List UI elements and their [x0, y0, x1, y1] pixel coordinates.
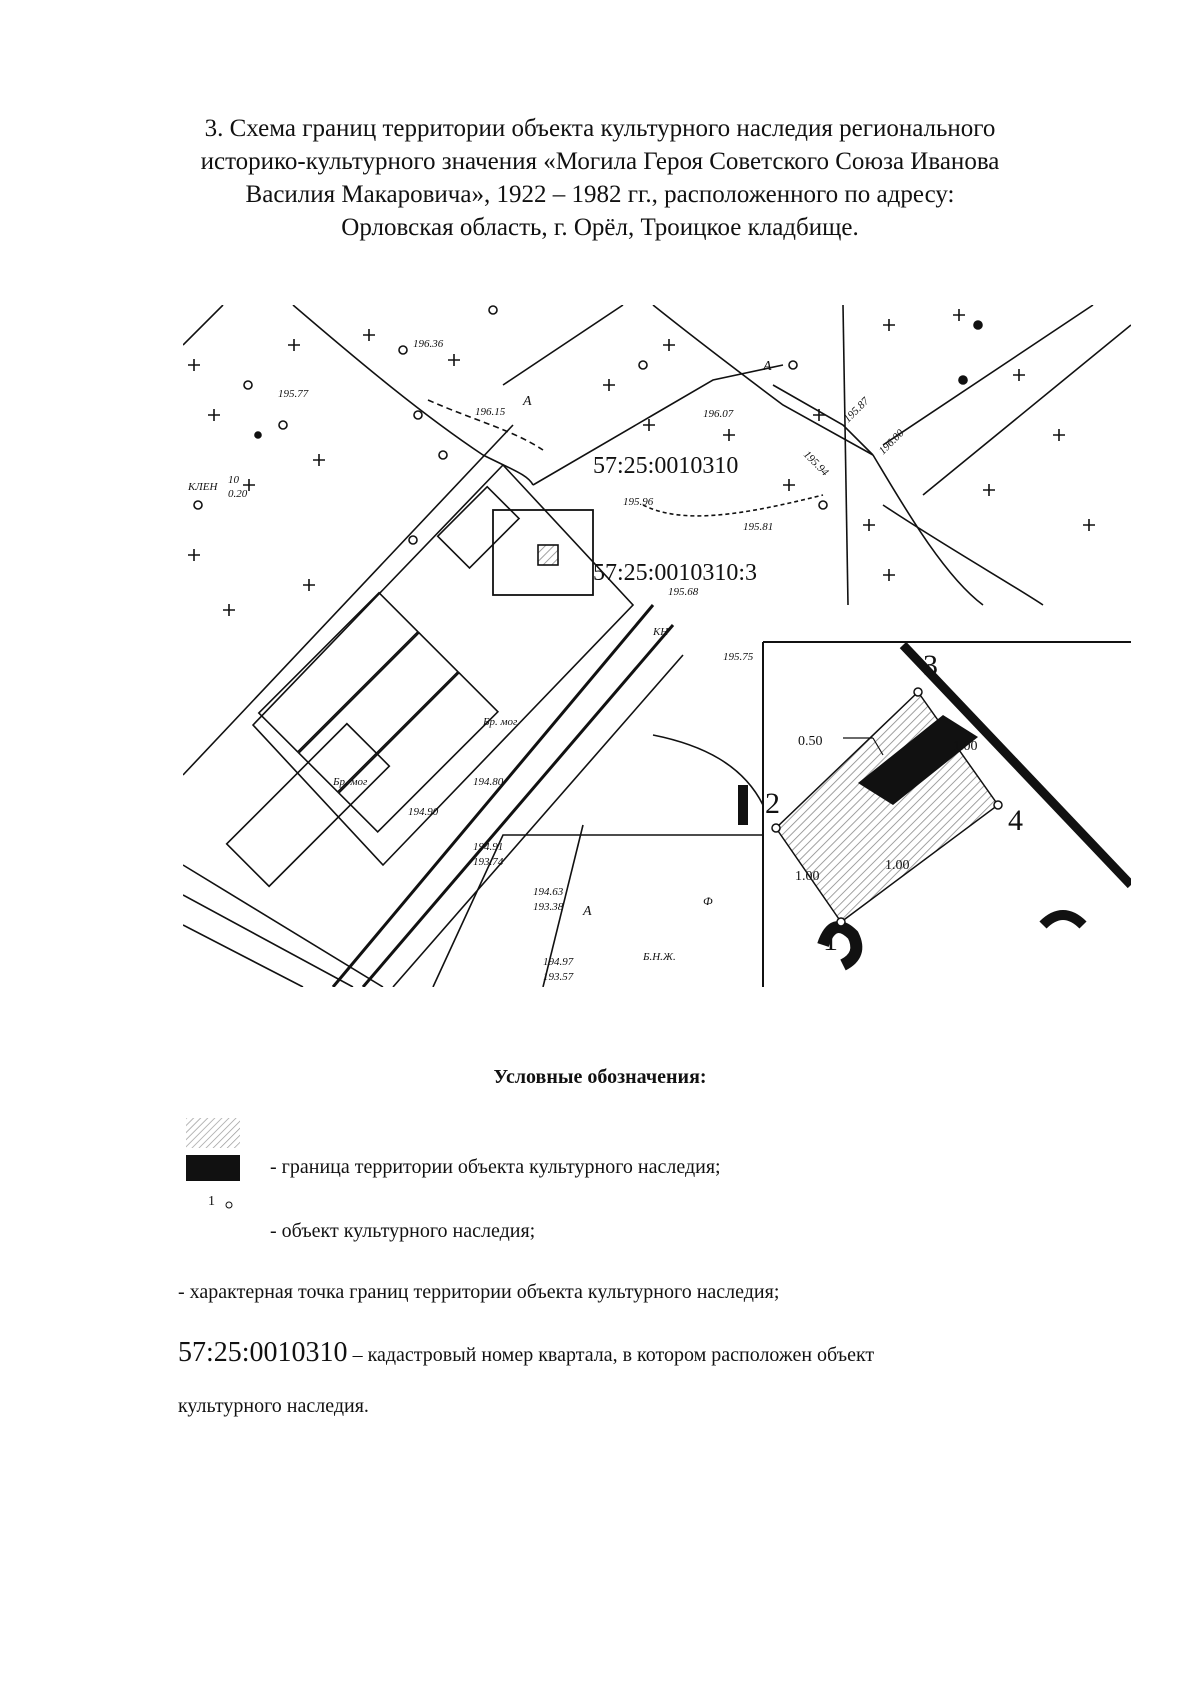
elevation-label: 195.81 [743, 521, 774, 533]
map-marker: Ф [703, 894, 713, 908]
boundary-point-icon [837, 918, 845, 926]
keln-label: КЛЕН [188, 481, 218, 493]
title-line-4: Орловская область, г. Орёл, Троицкое кладбище. [341, 214, 859, 241]
legend-item-boundary: - граница территории объекта культурного наследия; [270, 1156, 721, 1178]
point-label-4: 4 [1008, 804, 1023, 837]
elevation-label: 194.97 [543, 956, 574, 968]
elevation-label: 194.91 [473, 841, 504, 853]
base-map [183, 305, 1131, 987]
legend-point-icon [224, 1200, 234, 1210]
elevation-label: 194.80 [473, 776, 504, 788]
legend-cadastral-desc: – кадастровый номер квартала, в котором расположен объект [352, 1344, 875, 1366]
legend-item-point: - характерная точка границ территории объекта культурного наследия; [178, 1281, 780, 1303]
elevation-label: 195.77 [278, 388, 309, 400]
legend-title: Условные обозначения: [493, 1066, 707, 1088]
boundary-point-icon [772, 824, 780, 832]
elevation-label: 193.38 [533, 901, 564, 913]
boundary-point-icon [914, 688, 922, 696]
title-line-3: Василия Макаровича», 1922 – 1982 гг., расположенного по адресу: [245, 181, 955, 208]
point-label-3: 3 [923, 649, 938, 682]
dimension-label: 1.00 [885, 858, 910, 873]
elevation-label: 196.15 [475, 406, 506, 418]
legend-hatch-swatch [186, 1118, 240, 1148]
elevation-label: 196.00 [876, 427, 907, 458]
point-label-2: 2 [765, 787, 780, 820]
boundary-point-icon [994, 801, 1002, 809]
dimension-label: 0.50 [798, 734, 823, 749]
elevation-label: 195.68 [668, 586, 699, 598]
keln-label: 0.20 [228, 488, 248, 500]
elevation-label: 194.90 [408, 806, 439, 818]
dimension-label: 1.00 [795, 869, 820, 884]
map-marker: КН [653, 626, 669, 638]
legend-point-sample-label: 1 [208, 1194, 215, 1209]
elevation-label: 193.57 [543, 971, 574, 983]
quarter-label: 57:25:0010310 [593, 453, 739, 479]
legend-object-swatch [186, 1155, 240, 1181]
elevation-label: 196.07 [703, 408, 734, 420]
map-marker: А [763, 359, 772, 374]
dimension-label: 1.00 [953, 739, 978, 754]
elevation-label: 195.87 [841, 395, 872, 426]
map-marker: Бр. мог [483, 716, 518, 728]
elevation-label: 196.36 [413, 338, 444, 350]
parcel-label: 57:25:0010310:3 [593, 560, 758, 586]
elevation-label: 195.96 [623, 496, 654, 508]
map-marker: Бр. мог [333, 776, 368, 788]
elevation-label: 195.94 [800, 448, 831, 479]
legend-cadastral-number: 57:25:0010310 [178, 1337, 348, 1368]
legend-cadastral-desc-2: культурного наследия. [178, 1395, 369, 1417]
title-line-2: историко-культурного значения «Могила Героя Советского Союза Иванова [200, 148, 1000, 175]
elevation-label: 194.63 [533, 886, 564, 898]
legend-item-object: - объект культурного наследия; [270, 1220, 536, 1242]
elevation-label: 193.74 [473, 856, 504, 868]
page-title [140, 112, 1060, 244]
point-label-1: 1 [823, 924, 838, 957]
map-marker: А [583, 904, 592, 919]
keln-label: 10 [228, 474, 239, 486]
map-marker: А [523, 394, 532, 409]
legend-cadastral-line [178, 1337, 874, 1369]
map-marker: Б.Н.Ж. [643, 951, 676, 963]
elevation-label: 195.75 [723, 651, 754, 663]
title-line-1: 3. Схема границ территории объекта культурного наследия регионального [204, 115, 996, 142]
cadastral-map [183, 305, 1131, 987]
